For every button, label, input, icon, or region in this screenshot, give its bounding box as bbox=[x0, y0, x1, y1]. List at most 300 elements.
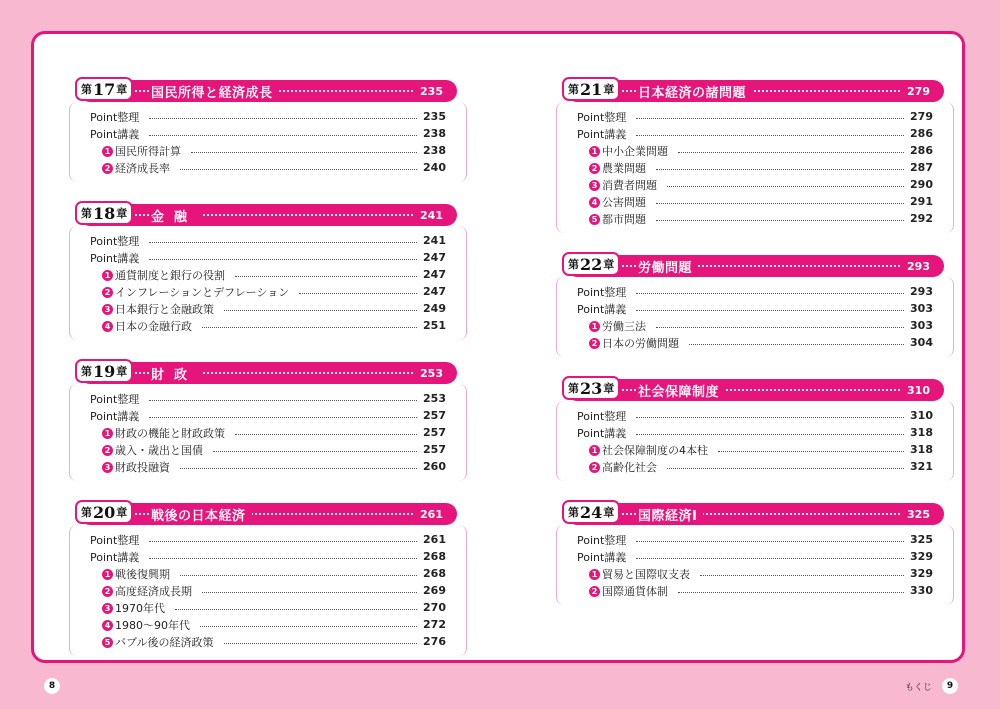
entry-page: 303 bbox=[910, 319, 933, 332]
entry-page: 272 bbox=[423, 618, 446, 631]
toc-left-column bbox=[79, 80, 457, 678]
entry-label-wrap bbox=[577, 284, 630, 300]
entry-page: 269 bbox=[423, 584, 446, 597]
toc-entry[interactable] bbox=[577, 531, 933, 548]
entry-label: 経済成長率 bbox=[115, 161, 170, 175]
chapter-page: 235 bbox=[420, 84, 443, 98]
chapter-header[interactable] bbox=[566, 379, 944, 401]
chapter-entries bbox=[556, 401, 954, 481]
chapter-suffix: 章 bbox=[603, 258, 615, 271]
entry-label: Point整理 bbox=[90, 533, 140, 547]
entry-leader-dots bbox=[700, 575, 904, 576]
entry-label-wrap bbox=[102, 284, 293, 300]
entry-leader-dots bbox=[636, 310, 904, 311]
entry-label: Point講義 bbox=[577, 550, 627, 564]
toc-entry[interactable] bbox=[90, 108, 446, 125]
entry-leader-dots bbox=[636, 293, 904, 294]
chapter-header[interactable] bbox=[79, 80, 457, 102]
entry-label: 高度経済成長期 bbox=[115, 584, 192, 598]
entry-leader-dots bbox=[235, 434, 417, 435]
entry-leader-dots bbox=[180, 575, 417, 576]
chapter-page: 293 bbox=[907, 259, 930, 273]
toc-entry[interactable] bbox=[577, 193, 933, 210]
entry-label: 農業問題 bbox=[602, 161, 646, 175]
chapter-number-badge bbox=[75, 201, 133, 225]
entry-leader-dots bbox=[149, 259, 417, 260]
entry-label: 歳入・歳出と国債 bbox=[115, 443, 203, 457]
entry-label-wrap bbox=[589, 566, 694, 582]
entry-label-wrap bbox=[90, 391, 143, 407]
entry-label-wrap bbox=[102, 318, 196, 334]
entry-label-wrap bbox=[589, 459, 661, 475]
toc-entry[interactable] bbox=[577, 142, 933, 159]
toc-entry[interactable] bbox=[577, 317, 933, 334]
entry-leader-dots bbox=[224, 310, 417, 311]
entry-label: 中小企業問題 bbox=[602, 144, 668, 158]
entry-leader-dots bbox=[180, 169, 417, 170]
entry-label-wrap bbox=[102, 583, 196, 599]
toc-panel bbox=[31, 31, 965, 663]
entry-page: 257 bbox=[423, 409, 446, 422]
entry-leader-dots bbox=[667, 468, 904, 469]
entry-label-wrap bbox=[90, 126, 143, 142]
entry-leader-dots bbox=[636, 417, 904, 418]
chapter-entries bbox=[556, 102, 954, 233]
entry-label: 日本の労働問題 bbox=[602, 336, 679, 350]
toc-entry[interactable] bbox=[90, 283, 446, 300]
chapter-title: 国際経済Ⅰ bbox=[638, 508, 698, 524]
toc-entry[interactable] bbox=[577, 334, 933, 351]
entry-leader-dots bbox=[689, 344, 904, 345]
entry-label-wrap bbox=[90, 233, 143, 249]
entry-page: 321 bbox=[910, 460, 933, 473]
chapter-entries bbox=[69, 384, 467, 481]
chapter-20 bbox=[79, 503, 457, 656]
chapter-suffix: 章 bbox=[603, 506, 615, 519]
toc-entry[interactable] bbox=[577, 407, 933, 424]
entry-label: 国民所得計算 bbox=[115, 144, 181, 158]
entry-number-bullet: 3 bbox=[589, 180, 600, 191]
toc-entry[interactable] bbox=[577, 441, 933, 458]
entry-leader-dots bbox=[667, 186, 904, 187]
entry-number-bullet: 5 bbox=[589, 214, 600, 225]
toc-entry[interactable] bbox=[90, 407, 446, 424]
entry-label-wrap bbox=[90, 549, 143, 565]
chapter-entries bbox=[69, 226, 467, 340]
entry-label-wrap bbox=[589, 143, 672, 159]
entry-page: 268 bbox=[423, 567, 446, 580]
toc-entry[interactable] bbox=[577, 458, 933, 475]
toc-entry[interactable] bbox=[90, 249, 446, 266]
entry-page: 291 bbox=[910, 195, 933, 208]
entry-leader-dots bbox=[299, 293, 417, 294]
toc-entry[interactable] bbox=[90, 300, 446, 317]
entry-page: 318 bbox=[910, 426, 933, 439]
entry-number-bullet: 1 bbox=[102, 270, 113, 281]
chapter-entries bbox=[69, 102, 467, 182]
entry-number-bullet: 2 bbox=[589, 338, 600, 349]
entry-leader-dots bbox=[636, 135, 904, 136]
entry-leader-dots bbox=[149, 135, 417, 136]
entry-number-bullet: 1 bbox=[102, 146, 113, 157]
toc-entry[interactable] bbox=[577, 125, 933, 142]
toc-entry[interactable] bbox=[90, 266, 446, 283]
entry-leader-dots bbox=[149, 400, 417, 401]
entry-label-wrap bbox=[102, 600, 169, 616]
entry-number-bullet: 5 bbox=[102, 637, 113, 648]
entry-label-wrap bbox=[589, 583, 672, 599]
entry-page: 257 bbox=[423, 426, 446, 439]
entry-label-wrap bbox=[90, 532, 143, 548]
chapter-22 bbox=[566, 255, 944, 357]
chapter-number: 20 bbox=[93, 502, 116, 522]
entry-leader-dots bbox=[678, 592, 904, 593]
chapter-17 bbox=[79, 80, 457, 182]
entry-label-wrap bbox=[589, 160, 650, 176]
entry-leader-dots bbox=[175, 609, 417, 610]
entry-label: 通貨制度と銀行の役割 bbox=[115, 268, 225, 282]
chapter-prefix: 第 bbox=[81, 83, 92, 96]
toc-entry[interactable] bbox=[577, 565, 933, 582]
entry-label-wrap bbox=[102, 459, 174, 475]
toc-entry[interactable] bbox=[90, 232, 446, 249]
entry-number-bullet: 2 bbox=[589, 462, 600, 473]
entry-label: 日本の金融行政 bbox=[115, 319, 192, 333]
entry-page: 279 bbox=[910, 110, 933, 123]
entry-leader-dots bbox=[636, 118, 904, 119]
toc-entry[interactable] bbox=[577, 176, 933, 193]
chapter-title: 社会保障制度 bbox=[638, 384, 720, 400]
entry-number-bullet: 3 bbox=[102, 603, 113, 614]
chapter-page: 241 bbox=[420, 208, 443, 222]
chapter-entries bbox=[69, 525, 467, 656]
chapter-suffix: 章 bbox=[603, 83, 615, 96]
entry-label-wrap bbox=[102, 634, 218, 650]
entry-label: 国際通貨体制 bbox=[602, 584, 668, 598]
entry-page: 330 bbox=[910, 584, 933, 597]
chapter-number: 24 bbox=[580, 502, 603, 522]
toc-right-column bbox=[566, 80, 944, 627]
toc-entry[interactable] bbox=[577, 582, 933, 599]
entry-page: 238 bbox=[423, 127, 446, 140]
entry-label: Point整理 bbox=[90, 392, 140, 406]
entry-number-bullet: 1 bbox=[589, 569, 600, 580]
entry-label-wrap bbox=[102, 617, 194, 633]
chapter-number: 22 bbox=[580, 254, 603, 274]
entry-number-bullet: 1 bbox=[589, 445, 600, 456]
entry-label-wrap bbox=[102, 442, 207, 458]
entry-page: 286 bbox=[910, 127, 933, 140]
chapter-suffix: 章 bbox=[603, 382, 615, 395]
entry-label: 労働三法 bbox=[602, 319, 646, 333]
entry-label: Point講義 bbox=[577, 426, 627, 440]
entry-page: 270 bbox=[423, 601, 446, 614]
toc-entry[interactable] bbox=[577, 210, 933, 227]
entry-label-wrap bbox=[589, 335, 683, 351]
chapter-number: 17 bbox=[93, 79, 116, 99]
entry-label-wrap bbox=[90, 250, 143, 266]
entry-number-bullet: 2 bbox=[589, 163, 600, 174]
entry-label: Point整理 bbox=[90, 110, 140, 124]
entry-label: 財政の機能と財政政策 bbox=[115, 426, 225, 440]
chapter-21 bbox=[566, 80, 944, 233]
chapter-number: 18 bbox=[93, 203, 116, 223]
entry-page: 241 bbox=[423, 234, 446, 247]
entry-leader-dots bbox=[149, 118, 417, 119]
entry-page: 303 bbox=[910, 302, 933, 315]
chapter-suffix: 章 bbox=[116, 365, 128, 378]
entry-page: 251 bbox=[423, 319, 446, 332]
toc-entry[interactable] bbox=[577, 548, 933, 565]
entry-label-wrap bbox=[90, 109, 143, 125]
toc-entry[interactable] bbox=[90, 441, 446, 458]
entry-number-bullet: 4 bbox=[102, 620, 113, 631]
entry-leader-dots bbox=[718, 451, 904, 452]
chapter-suffix: 章 bbox=[116, 207, 128, 220]
entry-label: Point講義 bbox=[90, 550, 140, 564]
entry-leader-dots bbox=[149, 558, 417, 559]
entry-page: 293 bbox=[910, 285, 933, 298]
toc-entry[interactable] bbox=[90, 548, 446, 565]
entry-page: 247 bbox=[423, 285, 446, 298]
toc-entry[interactable] bbox=[90, 582, 446, 599]
entry-label-wrap bbox=[90, 408, 143, 424]
entry-label: 公害問題 bbox=[602, 195, 646, 209]
entry-page: 292 bbox=[910, 212, 933, 225]
chapter-title: 戦後の日本経済 bbox=[151, 508, 246, 524]
entry-label-wrap bbox=[589, 194, 650, 210]
entry-leader-dots bbox=[149, 541, 417, 542]
toc-entry[interactable] bbox=[90, 125, 446, 142]
toc-entry[interactable] bbox=[90, 599, 446, 616]
chapter-header[interactable] bbox=[79, 204, 457, 226]
entry-number-bullet: 1 bbox=[589, 321, 600, 332]
toc-entry[interactable] bbox=[90, 424, 446, 441]
chapter-prefix: 第 bbox=[568, 258, 579, 271]
entry-number-bullet: 3 bbox=[102, 304, 113, 315]
entry-label: インフレーションとデフレーション bbox=[115, 285, 290, 299]
entry-label-wrap bbox=[577, 549, 630, 565]
chapter-title: 国民所得と経済成長 bbox=[151, 85, 273, 101]
entry-label: 戦後復興期 bbox=[115, 567, 170, 581]
entry-page: 268 bbox=[423, 550, 446, 563]
chapter-number: 21 bbox=[580, 79, 603, 99]
chapter-24 bbox=[566, 503, 944, 605]
toc-entry[interactable] bbox=[577, 424, 933, 441]
entry-number-bullet: 2 bbox=[102, 445, 113, 456]
chapter-title: 金融 bbox=[151, 209, 198, 225]
entry-leader-dots bbox=[678, 152, 904, 153]
entry-page: 276 bbox=[423, 635, 446, 648]
entry-number-bullet: 2 bbox=[102, 163, 113, 174]
entry-number-bullet: 1 bbox=[589, 146, 600, 157]
toc-footer-label: もくじ bbox=[905, 683, 933, 693]
entry-label-wrap bbox=[577, 301, 630, 317]
chapter-header[interactable] bbox=[79, 362, 457, 384]
chapter-entries bbox=[556, 525, 954, 605]
chapter-number-badge bbox=[75, 500, 133, 524]
entry-label-wrap bbox=[102, 425, 229, 441]
entry-label-wrap bbox=[102, 160, 174, 176]
entry-label: 1980～90年代 bbox=[115, 618, 190, 632]
chapter-header[interactable] bbox=[566, 503, 944, 525]
chapter-number-badge bbox=[562, 500, 620, 524]
entry-leader-dots bbox=[202, 592, 417, 593]
entry-page: 286 bbox=[910, 144, 933, 157]
chapter-page: 325 bbox=[907, 507, 930, 521]
entry-label: 財政投融資 bbox=[115, 460, 170, 474]
entry-page: 260 bbox=[423, 460, 446, 473]
chapter-suffix: 章 bbox=[116, 83, 128, 96]
chapter-entries bbox=[556, 277, 954, 357]
entry-number-bullet: 1 bbox=[102, 569, 113, 580]
entry-page: 329 bbox=[910, 567, 933, 580]
chapter-prefix: 第 bbox=[81, 207, 92, 220]
toc-entry[interactable] bbox=[90, 616, 446, 633]
entry-leader-dots bbox=[224, 643, 417, 644]
entry-label: バブル後の経済政策 bbox=[115, 635, 214, 649]
entry-label: Point整理 bbox=[577, 285, 627, 299]
entry-label: Point整理 bbox=[577, 110, 627, 124]
chapter-prefix: 第 bbox=[81, 506, 92, 519]
chapter-page: 279 bbox=[907, 84, 930, 98]
entry-page: 287 bbox=[910, 161, 933, 174]
entry-label: 1970年代 bbox=[115, 601, 165, 615]
chapter-header[interactable] bbox=[566, 80, 944, 102]
toc-entry[interactable] bbox=[577, 283, 933, 300]
entry-label: Point整理 bbox=[577, 533, 627, 547]
chapter-number-badge bbox=[562, 252, 620, 276]
chapter-number: 23 bbox=[580, 378, 603, 398]
entry-label: 消費者問題 bbox=[602, 178, 657, 192]
entry-label: Point講義 bbox=[577, 302, 627, 316]
entry-page: 240 bbox=[423, 161, 446, 174]
toc-entry[interactable] bbox=[577, 159, 933, 176]
entry-page: 238 bbox=[423, 144, 446, 157]
entry-label: 高齢化社会 bbox=[602, 460, 657, 474]
entry-label: Point講義 bbox=[577, 127, 627, 141]
chapter-header[interactable] bbox=[79, 503, 457, 525]
toc-entry[interactable] bbox=[90, 159, 446, 176]
entry-number-bullet: 2 bbox=[102, 287, 113, 298]
toc-entry[interactable] bbox=[90, 390, 446, 407]
chapter-number-badge bbox=[562, 77, 620, 101]
entry-leader-dots bbox=[200, 626, 417, 627]
chapter-18 bbox=[79, 204, 457, 340]
entry-leader-dots bbox=[213, 451, 417, 452]
entry-page: 247 bbox=[423, 268, 446, 281]
entry-label-wrap bbox=[102, 143, 185, 159]
entry-leader-dots bbox=[149, 242, 417, 243]
entry-leader-dots bbox=[656, 327, 904, 328]
entry-page: 253 bbox=[423, 392, 446, 405]
entry-label: Point講義 bbox=[90, 251, 140, 265]
toc-entry[interactable] bbox=[90, 565, 446, 582]
entry-number-bullet: 4 bbox=[589, 197, 600, 208]
chapter-title: 財政 bbox=[151, 367, 198, 383]
entry-number-bullet: 2 bbox=[589, 586, 600, 597]
chapter-23 bbox=[566, 379, 944, 481]
entry-leader-dots bbox=[235, 276, 417, 277]
toc-entry[interactable] bbox=[90, 142, 446, 159]
toc-entry[interactable] bbox=[577, 300, 933, 317]
entry-number-bullet: 4 bbox=[102, 321, 113, 332]
chapter-title: 労働問題 bbox=[638, 260, 693, 276]
chapter-prefix: 第 bbox=[568, 506, 579, 519]
entry-leader-dots bbox=[636, 434, 904, 435]
entry-number-bullet: 1 bbox=[102, 428, 113, 439]
entry-label-wrap bbox=[577, 408, 630, 424]
entry-leader-dots bbox=[656, 220, 904, 221]
entry-label-wrap bbox=[102, 301, 218, 317]
chapter-number: 19 bbox=[93, 361, 116, 381]
entry-label-wrap bbox=[589, 442, 712, 458]
entry-label: 日本銀行と金融政策 bbox=[115, 302, 214, 316]
entry-leader-dots bbox=[202, 327, 417, 328]
toc-entry[interactable] bbox=[90, 633, 446, 650]
entry-label-wrap bbox=[577, 126, 630, 142]
entry-leader-dots bbox=[636, 558, 904, 559]
chapter-page: 253 bbox=[420, 366, 443, 380]
entry-label: 都市問題 bbox=[602, 212, 646, 226]
entry-page: 247 bbox=[423, 251, 446, 264]
chapter-title: 日本経済の諸問題 bbox=[638, 85, 747, 101]
entry-number-bullet: 3 bbox=[102, 462, 113, 473]
toc-entry[interactable] bbox=[90, 531, 446, 548]
entry-page: 290 bbox=[910, 178, 933, 191]
chapter-prefix: 第 bbox=[568, 382, 579, 395]
toc-entry[interactable] bbox=[90, 317, 446, 334]
entry-label: Point講義 bbox=[90, 127, 140, 141]
entry-leader-dots bbox=[149, 417, 417, 418]
entry-label-wrap bbox=[102, 566, 174, 582]
toc-entry[interactable] bbox=[577, 108, 933, 125]
entry-page: 304 bbox=[910, 336, 933, 349]
entry-label-wrap bbox=[577, 425, 630, 441]
entry-page: 249 bbox=[423, 302, 446, 315]
entry-label-wrap bbox=[577, 109, 630, 125]
entry-label: 社会保障制度の4本柱 bbox=[602, 443, 708, 457]
chapter-number-badge bbox=[75, 359, 133, 383]
entry-number-bullet: 2 bbox=[102, 586, 113, 597]
entry-label-wrap bbox=[589, 211, 650, 227]
entry-label: 貿易と国際収支表 bbox=[602, 567, 690, 581]
chapter-page: 261 bbox=[420, 507, 443, 521]
chapter-suffix: 章 bbox=[116, 506, 128, 519]
chapter-number-badge bbox=[562, 376, 620, 400]
entry-page: 257 bbox=[423, 443, 446, 456]
chapter-prefix: 第 bbox=[81, 365, 92, 378]
entry-label-wrap bbox=[589, 177, 661, 193]
entry-page: 329 bbox=[910, 550, 933, 563]
entry-page: 325 bbox=[910, 533, 933, 546]
entry-label: Point整理 bbox=[577, 409, 627, 423]
toc-entry[interactable] bbox=[90, 458, 446, 475]
chapter-number-badge bbox=[75, 77, 133, 101]
chapter-header[interactable] bbox=[566, 255, 944, 277]
entry-label: Point整理 bbox=[90, 234, 140, 248]
entry-leader-dots bbox=[180, 468, 417, 469]
entry-label-wrap bbox=[589, 318, 650, 334]
entry-label: Point講義 bbox=[90, 409, 140, 423]
entry-label-wrap bbox=[102, 267, 229, 283]
entry-page: 310 bbox=[910, 409, 933, 422]
page-number-right: 9 bbox=[942, 678, 958, 694]
chapter-page: 310 bbox=[907, 383, 930, 397]
entry-leader-dots bbox=[656, 169, 904, 170]
chapter-prefix: 第 bbox=[568, 83, 579, 96]
entry-leader-dots bbox=[191, 152, 417, 153]
